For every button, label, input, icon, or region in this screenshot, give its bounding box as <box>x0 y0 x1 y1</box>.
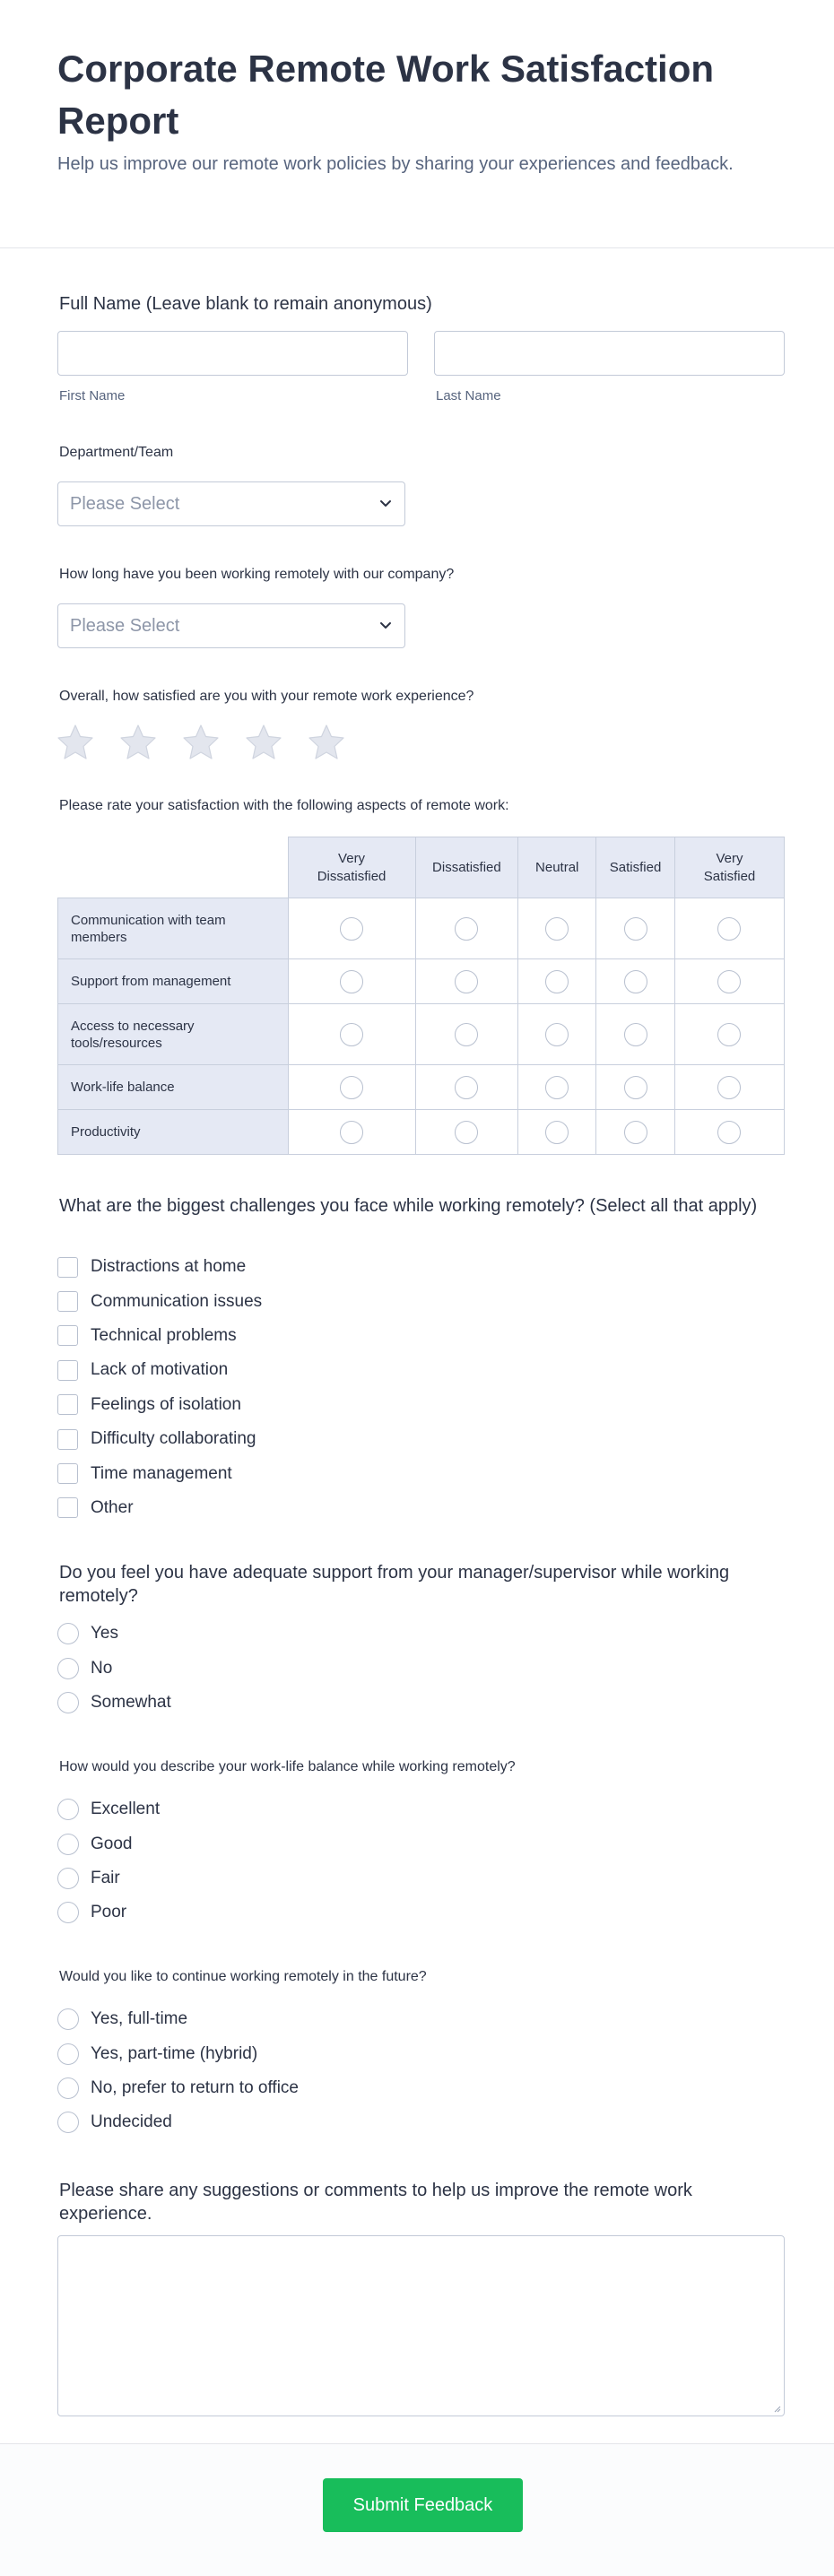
last-name-sublabel: Last Name <box>436 388 501 403</box>
radio[interactable] <box>57 2077 79 2099</box>
option-label: Yes, part-time (hybrid) <box>91 2043 258 2063</box>
balance-option[interactable] <box>57 1895 595 1930</box>
option-label: Fair <box>91 1868 120 1887</box>
balance-options <box>57 1792 595 1930</box>
first-name-sublabel: First Name <box>59 388 126 403</box>
radio[interactable] <box>57 1834 79 1855</box>
matrix-radio[interactable] <box>545 1076 569 1099</box>
matrix-radio[interactable] <box>545 1023 569 1046</box>
form-header <box>0 0 834 248</box>
matrix-row-label: Access to necessary tools/resources <box>58 1004 289 1065</box>
page-title: Corporate Remote Work Satisfaction Report <box>57 48 715 142</box>
challenge-option[interactable] <box>57 1250 595 1284</box>
matrix-radio[interactable] <box>624 970 647 993</box>
comments-section <box>59 2179 777 2225</box>
option-label: Other <box>91 1497 134 1517</box>
challenges-label: What are the biggest challenges you face while working remotely? (Select all that apply) <box>59 1196 758 1216</box>
duration-select-value: Please Select <box>70 615 180 636</box>
support-option[interactable] <box>57 1686 595 1720</box>
option-label: Communication issues <box>91 1291 263 1311</box>
checkbox[interactable] <box>57 1257 78 1278</box>
matrix-radio[interactable] <box>624 917 647 941</box>
matrix-row <box>58 959 785 1004</box>
matrix-radio[interactable] <box>624 1121 647 1144</box>
last-name-input[interactable] <box>434 331 785 376</box>
future-option[interactable] <box>57 2002 595 2036</box>
matrix-radio[interactable] <box>455 917 478 941</box>
star-icon[interactable] <box>56 723 95 762</box>
balance-option[interactable] <box>57 1826 595 1860</box>
future-label: Would you like to continue working remotely in the future? <box>59 1969 427 1984</box>
radio[interactable] <box>57 2008 79 2030</box>
option-label: Feelings of isolation <box>91 1394 241 1414</box>
last-name-group <box>434 331 785 403</box>
checkbox[interactable] <box>57 1429 78 1450</box>
support-option[interactable] <box>57 1617 595 1651</box>
option-label: Yes <box>91 1624 118 1644</box>
matrix-radio[interactable] <box>717 1076 741 1099</box>
department-label: Department/Team <box>59 445 174 460</box>
matrix-row <box>58 1004 785 1065</box>
matrix-radio[interactable] <box>340 917 363 941</box>
option-label: Poor <box>91 1903 127 1922</box>
option-label: No, prefer to return to office <box>91 2077 299 2097</box>
matrix-radio[interactable] <box>545 970 569 993</box>
challenge-option[interactable] <box>57 1388 595 1422</box>
challenge-option[interactable] <box>57 1319 595 1353</box>
duration-select[interactable] <box>57 603 405 648</box>
matrix-row-label: Work-life balance <box>58 1065 289 1110</box>
matrix-radio[interactable] <box>340 1076 363 1099</box>
satisfaction-matrix <box>57 837 785 1155</box>
future-option[interactable] <box>57 2105 595 2139</box>
balance-option[interactable] <box>57 1792 595 1826</box>
challenges-options <box>57 1250 595 1525</box>
checkbox[interactable] <box>57 1291 78 1312</box>
matrix-radio[interactable] <box>624 1076 647 1099</box>
matrix-column-header: Satisfied <box>596 837 675 898</box>
matrix-row-label: Support from management <box>58 959 289 1004</box>
matrix-radio[interactable] <box>340 1023 363 1046</box>
matrix-radio[interactable] <box>340 1121 363 1144</box>
department-select-value: Please Select <box>70 493 180 514</box>
matrix-radio[interactable] <box>455 970 478 993</box>
option-label: No <box>91 1658 113 1678</box>
matrix-container <box>57 819 785 1155</box>
option-label: Time management <box>91 1463 232 1483</box>
checkbox[interactable] <box>57 1325 78 1346</box>
matrix-column-header: Neutral <box>518 837 596 898</box>
full-name-label: Full Name (Leave blank to remain anonymous) <box>59 294 432 314</box>
matrix-radio[interactable] <box>717 1023 741 1046</box>
challenge-option[interactable] <box>57 1456 595 1490</box>
option-label: Excellent <box>91 1800 161 1819</box>
first-name-group <box>57 331 408 403</box>
full-name-section <box>59 292 432 316</box>
checkbox[interactable] <box>57 1497 78 1518</box>
radio[interactable] <box>57 1902 79 1923</box>
option-label: Undecided <box>91 2112 172 2132</box>
chevron-down-icon <box>378 495 394 511</box>
future-options <box>57 2002 595 2140</box>
star-icon[interactable] <box>181 723 221 762</box>
matrix-radio[interactable] <box>717 970 741 993</box>
option-label: Good <box>91 1834 133 1853</box>
chevron-down-icon <box>378 617 394 633</box>
star-icon[interactable] <box>307 723 346 762</box>
matrix-radio[interactable] <box>455 1076 478 1099</box>
matrix-column-header: Very Dissatisfied <box>288 837 415 898</box>
radio[interactable] <box>57 1692 79 1713</box>
matrix-label: Please rate your satisfaction with the following aspects of remote work: <box>59 798 509 813</box>
matrix-radio[interactable] <box>624 1023 647 1046</box>
support-options <box>57 1617 595 1720</box>
radio[interactable] <box>57 2043 79 2065</box>
star-rating <box>56 723 346 762</box>
checkbox[interactable] <box>57 1360 78 1381</box>
option-label: Somewhat <box>91 1692 171 1712</box>
star-icon[interactable] <box>244 723 283 762</box>
matrix-row-label: Communication with team members <box>58 898 289 959</box>
matrix-radio[interactable] <box>717 917 741 941</box>
future-option[interactable] <box>57 2071 595 2105</box>
matrix-radio[interactable] <box>340 970 363 993</box>
challenge-option[interactable] <box>57 1284 595 1318</box>
department-select[interactable] <box>57 481 405 526</box>
matrix-radio[interactable] <box>545 1121 569 1144</box>
matrix-radio[interactable] <box>455 1121 478 1144</box>
resize-handle-icon[interactable] <box>772 2404 781 2413</box>
page-subtitle: Help us improve our remote work policies by sharing your experiences and feedback. <box>57 154 734 174</box>
option-label: Lack of motivation <box>91 1360 229 1380</box>
comments-textarea[interactable] <box>57 2235 785 2416</box>
matrix-column-header: Very Satisfied <box>674 837 784 898</box>
radio[interactable] <box>57 1623 79 1644</box>
form-footer <box>0 2443 834 2576</box>
matrix-column-header: Dissatisfied <box>415 837 518 898</box>
support-option[interactable] <box>57 1651 595 1685</box>
challenge-option[interactable] <box>57 1353 595 1387</box>
support-section <box>59 1561 795 1608</box>
duration-label: How long have you been working remotely with our company? <box>59 567 455 582</box>
matrix-corner <box>58 837 289 898</box>
matrix-row <box>58 1110 785 1155</box>
radio[interactable] <box>57 1658 79 1679</box>
radio[interactable] <box>57 1868 79 1889</box>
challenge-option[interactable] <box>57 1491 595 1525</box>
matrix-radio[interactable] <box>717 1121 741 1144</box>
radio[interactable] <box>57 2112 79 2133</box>
challenges-section <box>59 1194 777 1218</box>
submit-button[interactable]: Submit Feedback <box>323 2478 523 2532</box>
balance-label: How would you describe your work-life balance while working remotely? <box>59 1759 516 1774</box>
option-label: Difficulty collaborating <box>91 1429 256 1449</box>
matrix-row <box>58 1065 785 1110</box>
first-name-input[interactable] <box>57 331 408 376</box>
option-label: Distractions at home <box>91 1257 247 1277</box>
matrix-radio[interactable] <box>455 1023 478 1046</box>
future-option[interactable] <box>57 2036 595 2070</box>
star-icon[interactable] <box>118 723 158 762</box>
matrix-row <box>58 898 785 959</box>
comments-label: Please share any suggestions or comments to help us improve the remote work experience. <box>59 2181 692 2224</box>
option-label: Technical problems <box>91 1325 237 1345</box>
radio[interactable] <box>57 1799 79 1820</box>
option-label: Yes, full-time <box>91 2009 188 2029</box>
checkbox[interactable] <box>57 1463 78 1484</box>
matrix-radio[interactable] <box>545 917 569 941</box>
balance-option[interactable] <box>57 1861 595 1895</box>
support-label: Do you feel you have adequate support from your manager/supervisor while working remotely? <box>59 1563 730 1606</box>
matrix-row-label: Productivity <box>58 1110 289 1155</box>
challenge-option[interactable] <box>57 1422 595 1456</box>
checkbox[interactable] <box>57 1394 78 1415</box>
overall-label: Overall, how satisfied are you with your remote work experience? <box>59 689 474 704</box>
